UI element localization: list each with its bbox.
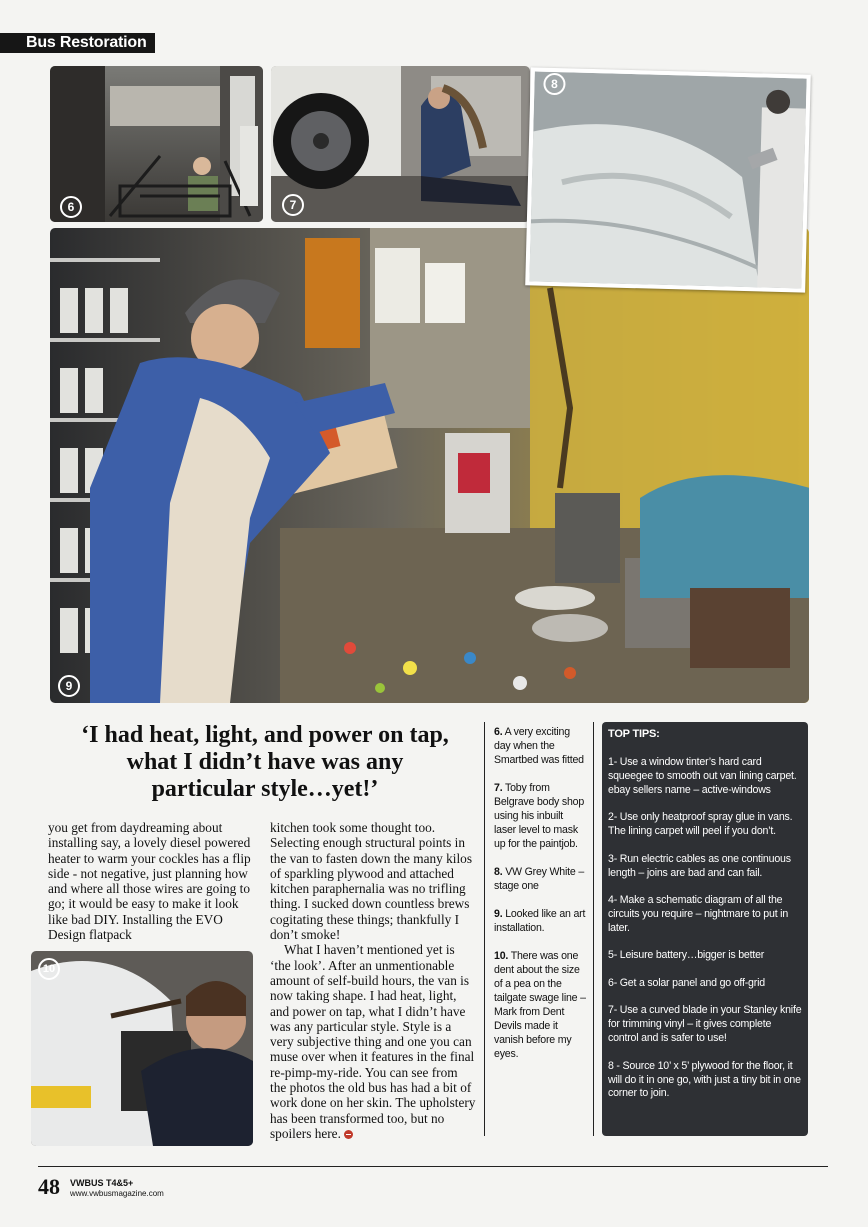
caption-9 bbox=[494, 907, 586, 935]
caption-6-text: A very exciting day when the Smartbed was fitted bbox=[494, 726, 584, 766]
photo-7-number-badge: 7 bbox=[282, 194, 304, 216]
photo-10-number-badge: 10 bbox=[38, 958, 60, 980]
photo-6-image bbox=[50, 66, 263, 222]
caption-8 bbox=[494, 865, 586, 893]
caption-9-number: 9. bbox=[494, 908, 503, 920]
caption-6-number: 6. bbox=[494, 726, 503, 738]
body-col2-paragraph-1: kitchen took some thought too. Selecting enough structural points in the van to fasten down the many kilos of sparkling plywood and attached kitchen paraphernalia was no trifling thing. I sucked down countless brews cogitating these things; thankfully I don’t smoke! bbox=[270, 820, 472, 943]
column-divider-right bbox=[593, 722, 594, 1136]
tip-3: 3- Run electric cables as one continuous length – joins are bad and can fail. bbox=[608, 852, 791, 879]
photo-9-image bbox=[50, 228, 809, 703]
photo-10-image bbox=[31, 951, 253, 1146]
magazine-url: www.vwbusmagazine.com bbox=[70, 1189, 164, 1198]
caption-6 bbox=[494, 725, 586, 767]
body-column-1 bbox=[48, 820, 260, 942]
tip-2: 2- Use only heatproof spray glue in vans. The lining carpet will peel if you don’t. bbox=[608, 811, 793, 838]
photo-6-number-badge: 6 bbox=[60, 196, 82, 218]
photo-9-spray-booth bbox=[50, 228, 809, 703]
photo-10-dent-repair bbox=[31, 951, 253, 1146]
caption-7-text: Toby from Belgrave body shop using his inbuilt laser level to mask up for the paintjob. bbox=[494, 782, 585, 850]
caption-7 bbox=[494, 781, 586, 851]
body-col2-paragraph-2: What I haven’t mentioned yet is ‘the look’. After an unmentionable amount of self-build hours, the van is now taking shape. I had heat, light, and power on tap, what I didn’t have was any particular style. Style is a very subjective thing and one you can muse over when it features in the final re-pimp-my-ride. You can see from the photos the old bus has had a bit of work done on her skin. The upholstery has been transformed too, but no spoilers here. bbox=[270, 942, 476, 1141]
photo-8-number-badge: 8 bbox=[543, 73, 566, 96]
body-col1-text: you get from daydreaming about installing say, a lovely diesel powered heater to warm your cockles has a flip side - not negative, just planning how and where all those wires are going to go; it would be easy to make it look like bad DIY. Installing the EVO Design flatpack bbox=[48, 820, 251, 943]
caption-10-number: 10. bbox=[494, 950, 509, 962]
magazine-name: VWBUS T4&5+ bbox=[70, 1178, 134, 1188]
caption-10 bbox=[494, 949, 586, 1061]
caption-10-text: There was one dent about the size of a pea on the tailgate swage line – Mark from Dent Devils made it vanish before my eyes. bbox=[494, 950, 586, 1060]
tip-8: 8 - Source 10’ x 5’ plywood for the floor, it will do it in one go, with just a tiny bit in one corner to join. bbox=[608, 1059, 801, 1100]
tip-4: 4- Make a schematic diagram of all the circuits you require – nightmare to put in later. bbox=[608, 894, 789, 934]
caption-8-text: VW Grey White – stage one bbox=[494, 866, 585, 892]
top-tips-title: TOP TIPS: bbox=[608, 728, 660, 740]
tip-5: 5- Leisure battery…bigger is better bbox=[608, 949, 765, 962]
page-number: 48 bbox=[38, 1174, 60, 1199]
photo-9-number-badge: 9 bbox=[58, 675, 80, 697]
tip-6: 6- Get a solar panel and go off-grid bbox=[608, 976, 765, 989]
photo-8-image bbox=[529, 71, 806, 288]
photo-8-spraying bbox=[525, 67, 811, 292]
photo-6-bus-interior bbox=[50, 66, 263, 222]
photo-captions bbox=[494, 725, 586, 1075]
pull-quote: ‘I had heat, light, and power on tap, what I didn’t have was any particular style…yet!’ bbox=[81, 722, 449, 802]
column-divider-left bbox=[484, 722, 485, 1136]
photo-7-masking bbox=[271, 66, 530, 222]
section-title: Bus Restoration bbox=[0, 33, 155, 53]
tip-1: 1- Use a window tinter’s hard card squeegee to smooth out van lining carpet. ebay sellers name – active-windows bbox=[608, 755, 797, 796]
caption-7-number: 7. bbox=[494, 782, 503, 794]
caption-8-number: 8. bbox=[494, 866, 503, 878]
tip-7: 7- Use a curved blade in your Stanley knife for trimming vinyl – it gives complete control and is safer to use! bbox=[608, 1004, 802, 1045]
top-tips-box bbox=[602, 722, 808, 1136]
caption-9-text: Looked like an art installation. bbox=[494, 908, 586, 934]
body-column-2 bbox=[270, 820, 477, 1141]
footer-rule bbox=[38, 1166, 828, 1167]
photo-7-image bbox=[271, 66, 530, 222]
end-mark-icon bbox=[344, 1130, 353, 1139]
